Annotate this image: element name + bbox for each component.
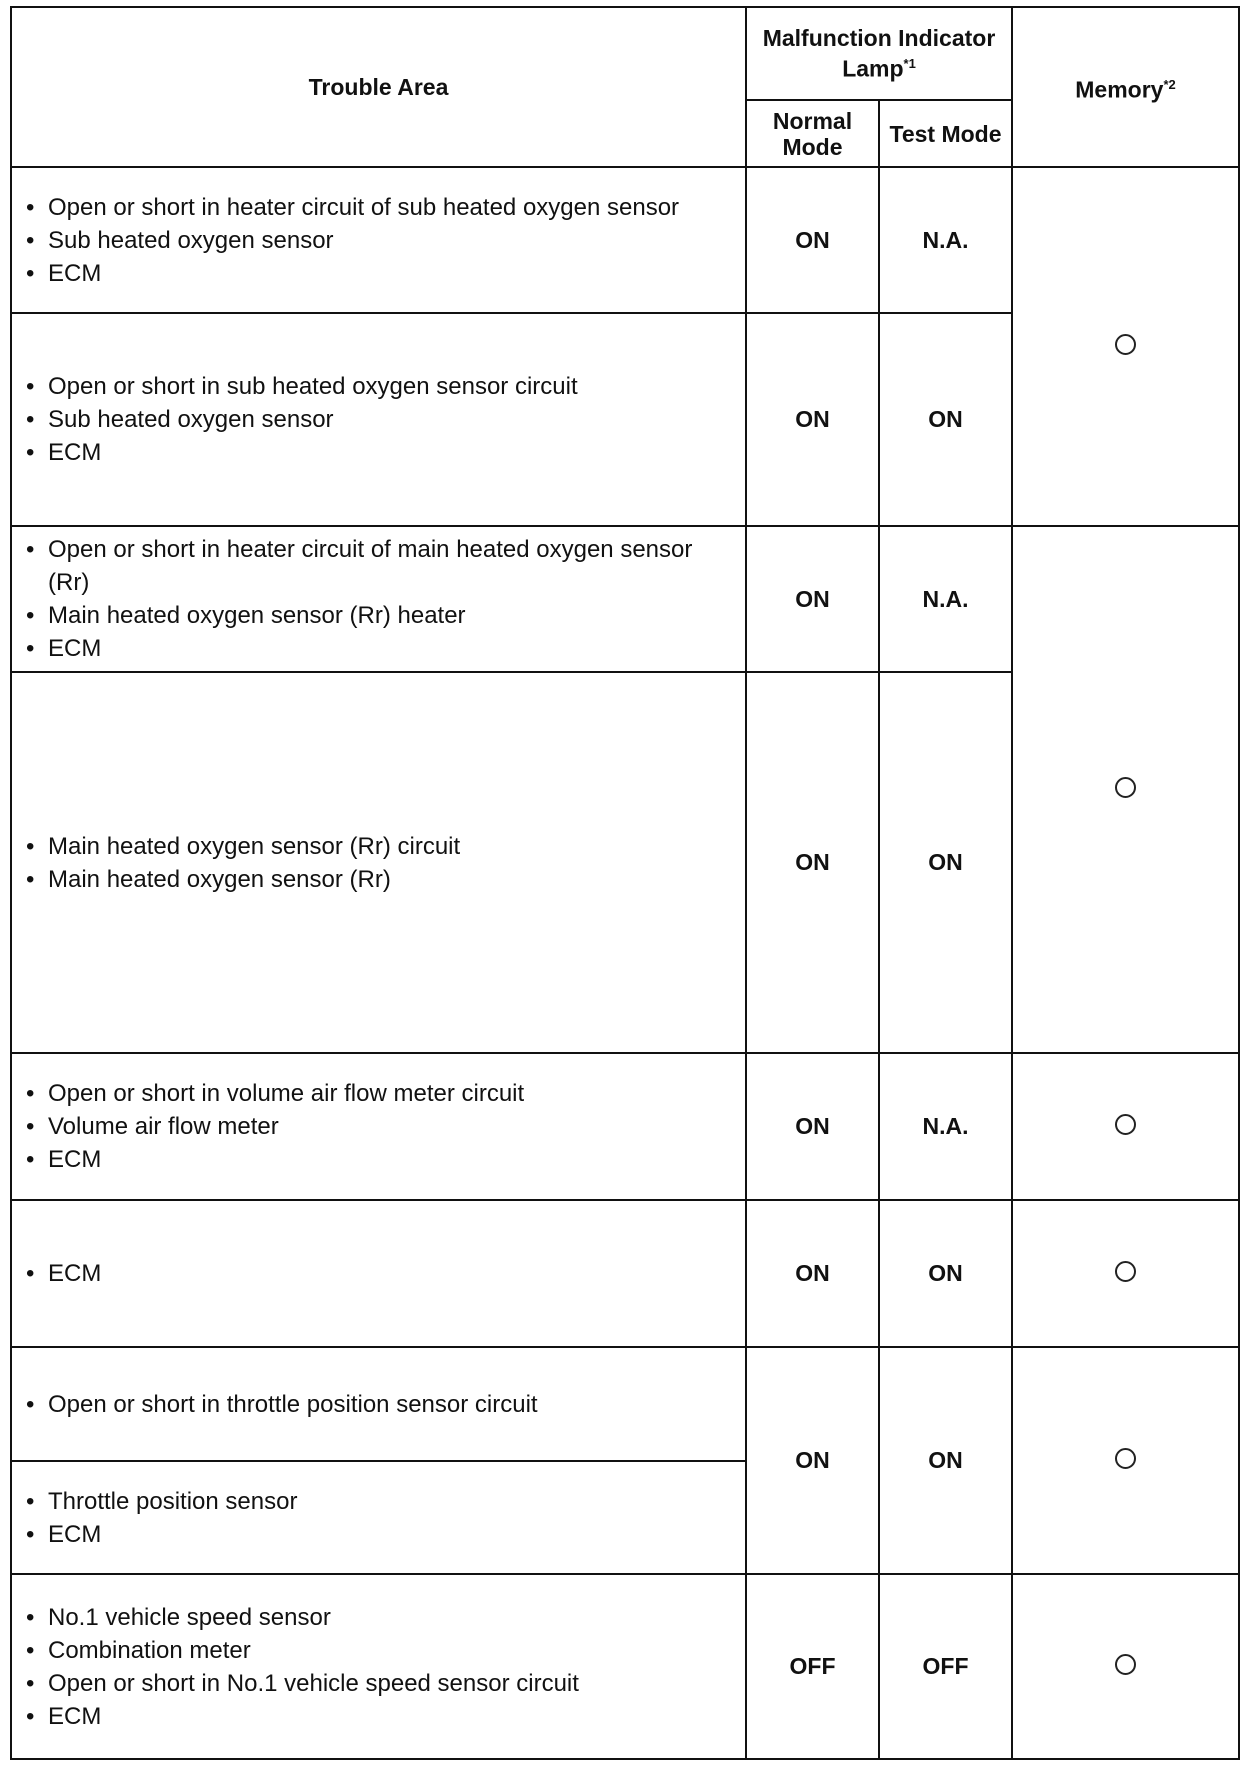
trouble-area-item: • ECM: [24, 632, 735, 665]
circle-icon: [1115, 1448, 1136, 1469]
circle-icon: [1115, 1261, 1136, 1282]
circle-icon: [1115, 1654, 1136, 1675]
mil-footnote: *1: [903, 56, 916, 72]
trouble-area-item: • Sub heated oxygen sensor: [24, 224, 735, 257]
table-row: [11, 1347, 1239, 1461]
test-mode-cell: ON: [879, 1200, 1012, 1347]
trouble-area-item: • ECM: [24, 1257, 735, 1290]
trouble-area-cell: [11, 167, 746, 313]
memory-header: [1012, 7, 1239, 167]
trouble-area-item: • ECM: [24, 1518, 735, 1551]
trouble-area-cell: [11, 1053, 746, 1200]
trouble-area-item: • Sub heated oxygen sensor: [24, 403, 735, 436]
circle-icon: [1115, 1114, 1136, 1135]
normal-mode-cell: ON: [746, 313, 879, 526]
table-row: [11, 167, 1239, 313]
trouble-area-item: • ECM: [24, 436, 735, 469]
normal-mode-cell: ON: [746, 672, 879, 1053]
memory-cell: [1012, 1574, 1239, 1759]
trouble-area-cell: [11, 672, 746, 1053]
trouble-area-cell: [11, 1574, 746, 1759]
trouble-area-header: Trouble Area: [11, 7, 746, 167]
trouble-area-item: • Throttle position sensor: [24, 1485, 735, 1518]
trouble-area-cell: [11, 1461, 746, 1574]
test-mode-cell: ON: [879, 672, 1012, 1053]
normal-mode-cell: ON: [746, 1053, 879, 1200]
trouble-area-item: • ECM: [24, 1143, 735, 1176]
trouble-area-cell: [11, 313, 746, 526]
test-mode-cell: N.A.: [879, 167, 1012, 313]
circle-icon: [1115, 334, 1136, 355]
normal-mode-cell: ON: [746, 1347, 879, 1574]
trouble-area-cell: [11, 526, 746, 672]
trouble-area-cell: [11, 1200, 746, 1347]
normal-mode-cell: OFF: [746, 1574, 879, 1759]
trouble-area-item: • ECM: [24, 257, 735, 290]
trouble-area-item: • Open or short in No.1 vehicle speed sensor circuit: [24, 1667, 735, 1700]
memory-cell: [1012, 1053, 1239, 1200]
trouble-area-item: • Open or short in volume air flow meter circuit: [24, 1077, 735, 1110]
table-row: [11, 1053, 1239, 1200]
diagnostic-table: [10, 6, 1240, 1760]
memory-header-label: Memory: [1075, 76, 1164, 103]
mil-header: [746, 7, 1012, 100]
test-mode-cell: ON: [879, 1347, 1012, 1574]
normal-mode-cell: ON: [746, 1200, 879, 1347]
trouble-area-item: • Main heated oxygen sensor (Rr) heater: [24, 599, 735, 632]
memory-cell: [1012, 1347, 1239, 1574]
memory-footnote: *2: [1163, 76, 1176, 92]
trouble-area-item: • ECM: [24, 1700, 735, 1733]
test-mode-header: Test Mode: [879, 100, 1012, 167]
normal-mode-header: Normal Mode: [746, 100, 879, 167]
table-row: [11, 526, 1239, 672]
trouble-area-cell: [11, 1347, 746, 1461]
trouble-area-item: • Open or short in throttle position sensor circuit: [24, 1388, 735, 1421]
test-mode-cell: N.A.: [879, 526, 1012, 672]
memory-cell: [1012, 526, 1239, 1053]
test-mode-cell: N.A.: [879, 1053, 1012, 1200]
trouble-area-item: • Open or short in sub heated oxygen sensor circuit: [24, 370, 735, 403]
trouble-area-item: • Open or short in heater circuit of sub heated oxygen sensor: [24, 191, 735, 224]
trouble-area-item: • Open or short in heater circuit of main heated oxygen sensor (Rr): [24, 533, 735, 599]
circle-icon: [1115, 777, 1136, 798]
test-mode-cell: ON: [879, 313, 1012, 526]
table-row: [11, 1574, 1239, 1759]
table-row: [11, 1200, 1239, 1347]
test-mode-cell: OFF: [879, 1574, 1012, 1759]
memory-cell: [1012, 167, 1239, 526]
trouble-area-item: • Main heated oxygen sensor (Rr) circuit: [24, 830, 735, 863]
trouble-area-item: • Volume air flow meter: [24, 1110, 735, 1143]
trouble-area-item: • Combination meter: [24, 1634, 735, 1667]
trouble-area-item: • Main heated oxygen sensor (Rr): [24, 863, 735, 896]
trouble-area-item: • No.1 vehicle speed sensor: [24, 1601, 735, 1634]
normal-mode-cell: ON: [746, 526, 879, 672]
mil-header-label: Malfunction Indicator Lamp: [762, 25, 996, 82]
memory-cell: [1012, 1200, 1239, 1347]
normal-mode-cell: ON: [746, 167, 879, 313]
